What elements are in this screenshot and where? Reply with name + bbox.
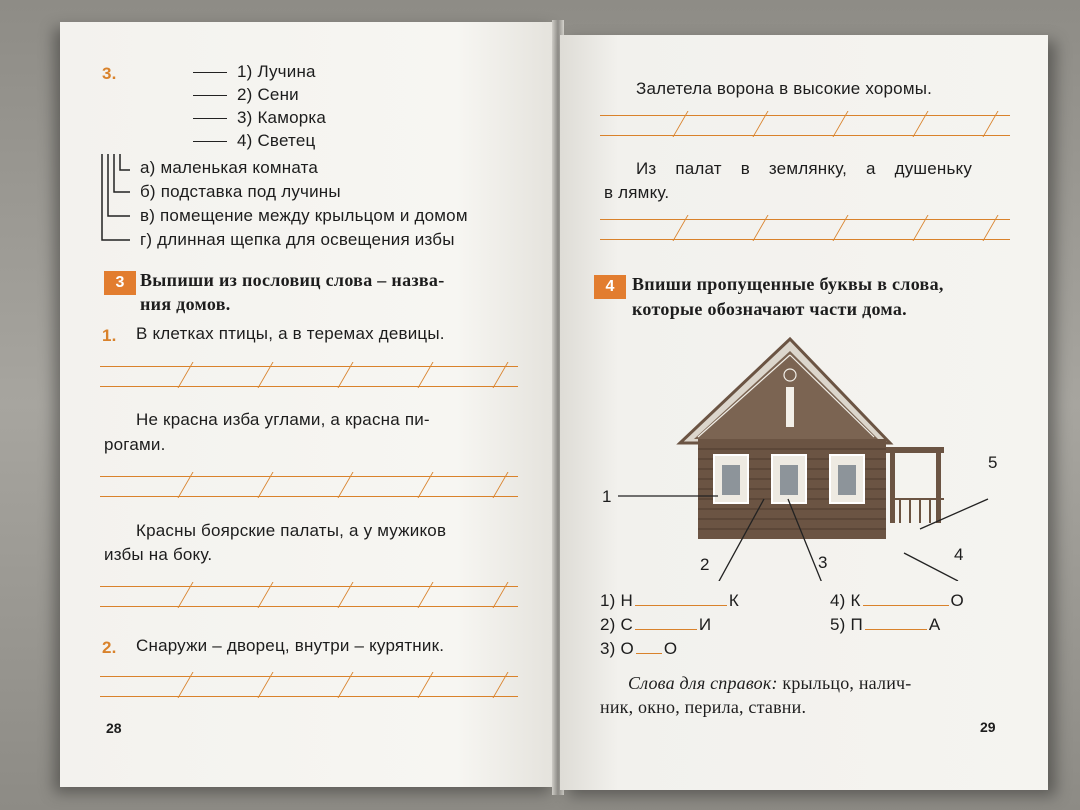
callout-label: 1 bbox=[602, 487, 612, 506]
task-instruction: ния домов. bbox=[140, 294, 231, 314]
proverb-number: 2. bbox=[102, 638, 117, 657]
writing-line bbox=[600, 115, 1010, 116]
answer-item: 4) К О bbox=[830, 591, 964, 610]
matching-item: 2) Сени bbox=[193, 85, 299, 105]
matching-option: г) длинная щепка для освещения избы bbox=[140, 230, 455, 249]
proverb-number: 1. bbox=[102, 326, 117, 345]
page-number: 28 bbox=[106, 720, 122, 736]
task-instruction: Выпиши из пословиц слова – назва- bbox=[140, 270, 445, 290]
writing-line bbox=[100, 676, 518, 677]
house-illustration bbox=[590, 331, 1000, 581]
writing-line bbox=[100, 476, 518, 477]
answer-item: 2) С И bbox=[600, 615, 712, 634]
matching-item: 3) Каморка bbox=[193, 108, 326, 128]
exercise-number: 3. bbox=[102, 64, 117, 83]
writing-line bbox=[600, 219, 1010, 220]
answer-item: 1) Н К bbox=[600, 591, 740, 610]
proverb-text: Залетела ворона в высокие хоромы. bbox=[636, 79, 933, 98]
matching-option: б) подставка под лучины bbox=[140, 182, 341, 201]
writing-line bbox=[100, 496, 518, 497]
proverb-text: избы на боку. bbox=[104, 545, 213, 564]
task-badge: 4 bbox=[594, 275, 626, 299]
writing-line bbox=[100, 696, 518, 697]
reference-words: Слова для справок: крыльцо, налич- bbox=[628, 673, 912, 693]
writing-line bbox=[600, 135, 1010, 136]
matching-item: 4) Светец bbox=[193, 131, 315, 151]
proverb-text: Снаружи – дворец, внутри – курятник. bbox=[136, 636, 445, 655]
task-badge: 3 bbox=[104, 271, 136, 295]
callout-label: 4 bbox=[954, 545, 964, 564]
proverb-text: Из палат в землянку, а душеньку bbox=[636, 159, 973, 178]
matching-option: в) помещение между крыльцом и домом bbox=[140, 206, 468, 225]
page-number: 29 bbox=[980, 719, 996, 735]
task-instruction: которые обозначают части дома. bbox=[632, 299, 907, 319]
writing-line bbox=[100, 386, 518, 387]
answer-item: 3) О О bbox=[600, 639, 678, 658]
proverb-text: рогами. bbox=[104, 435, 166, 454]
matching-item: 1) Лучина bbox=[193, 62, 316, 82]
proverb-text: В клетках птицы, а в теремах девицы. bbox=[136, 324, 445, 343]
proverb-text: Не красна изба углами, а красна пи- bbox=[136, 410, 430, 429]
proverb-text: Красны боярские палаты, а у мужиков bbox=[136, 521, 447, 540]
proverb-text: в лямку. bbox=[604, 183, 670, 202]
matching-option: а) маленькая комната bbox=[140, 158, 319, 177]
writing-line bbox=[600, 239, 1010, 240]
callout-label: 3 bbox=[818, 553, 828, 572]
callout-label: 2 bbox=[700, 555, 710, 574]
answer-item: 5) П А bbox=[830, 615, 941, 634]
right-page bbox=[560, 35, 1048, 790]
callout-label: 5 bbox=[988, 453, 998, 472]
writing-line bbox=[100, 606, 518, 607]
left-page bbox=[60, 22, 556, 787]
task-instruction: Впиши пропущенные буквы в слова, bbox=[632, 274, 944, 294]
reference-words: ник, окно, перила, ставни. bbox=[600, 697, 807, 717]
writing-line bbox=[100, 366, 518, 367]
writing-line bbox=[100, 586, 518, 587]
